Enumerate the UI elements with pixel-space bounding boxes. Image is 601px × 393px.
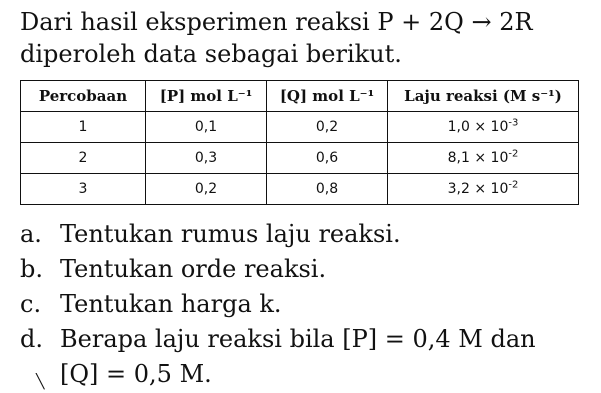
rate-exponent: -3	[508, 117, 519, 129]
cell-p: 0,3	[146, 143, 267, 174]
cell-p: 0,2	[146, 174, 267, 205]
cell-q: 0,2	[267, 112, 388, 143]
question-c	[20, 288, 282, 320]
intro-prefix: Dari hasil eksperimen reaksi	[20, 8, 370, 36]
cell-no: 2	[21, 143, 146, 174]
intro-line-2: diperoleh data sebagai berikut.	[20, 40, 402, 68]
rate-exponent: -2	[508, 148, 519, 160]
header-q-conc: [Q] mol L⁻¹	[267, 81, 388, 112]
cell-q: 0,6	[267, 143, 388, 174]
intro-line-1	[20, 6, 595, 38]
rate-base: 8,1 × 10	[447, 150, 509, 166]
rate-base: 1,0 × 10	[447, 119, 509, 135]
cell-rate	[388, 112, 579, 143]
question-text: Tentukan orde reaksi.	[60, 255, 327, 283]
question-b	[20, 253, 326, 285]
question-label: c.	[20, 290, 42, 318]
cell-no: 1	[21, 112, 146, 143]
question-d-continuation	[20, 358, 212, 390]
table-header-row	[21, 81, 579, 112]
experiment-table	[20, 80, 579, 205]
cell-q: 0,8	[267, 174, 388, 205]
question-text: Tentukan harga k.	[60, 290, 282, 318]
question-label: d.	[20, 325, 43, 353]
reaction-equation: P + 2Q → 2R	[377, 8, 533, 36]
question-a	[20, 218, 401, 250]
rate-base: 3,2 × 10	[447, 181, 509, 197]
question-d	[20, 323, 536, 355]
cell-rate	[388, 174, 579, 205]
problem-intro	[20, 6, 595, 70]
header-rate: Laju reaksi (M s⁻¹)	[388, 81, 579, 112]
cell-rate	[388, 143, 579, 174]
header-percobaan: Percobaan	[21, 81, 146, 112]
table-row	[21, 143, 579, 174]
cell-p: 0,1	[146, 112, 267, 143]
question-label: a.	[20, 220, 42, 248]
question-label: b.	[20, 255, 43, 283]
table-row	[21, 112, 579, 143]
question-text: [Q] = 0,5 M.	[60, 360, 212, 388]
question-text: Tentukan rumus laju reaksi.	[60, 220, 401, 248]
rate-exponent: -2	[508, 179, 519, 191]
header-p-conc: [P] mol L⁻¹	[146, 81, 267, 112]
table-row	[21, 174, 579, 205]
stray-mark-icon: ╲	[36, 374, 45, 390]
cell-no: 3	[21, 174, 146, 205]
question-text: Berapa laju reaksi bila [P] = 0,4 M dan	[60, 325, 536, 353]
